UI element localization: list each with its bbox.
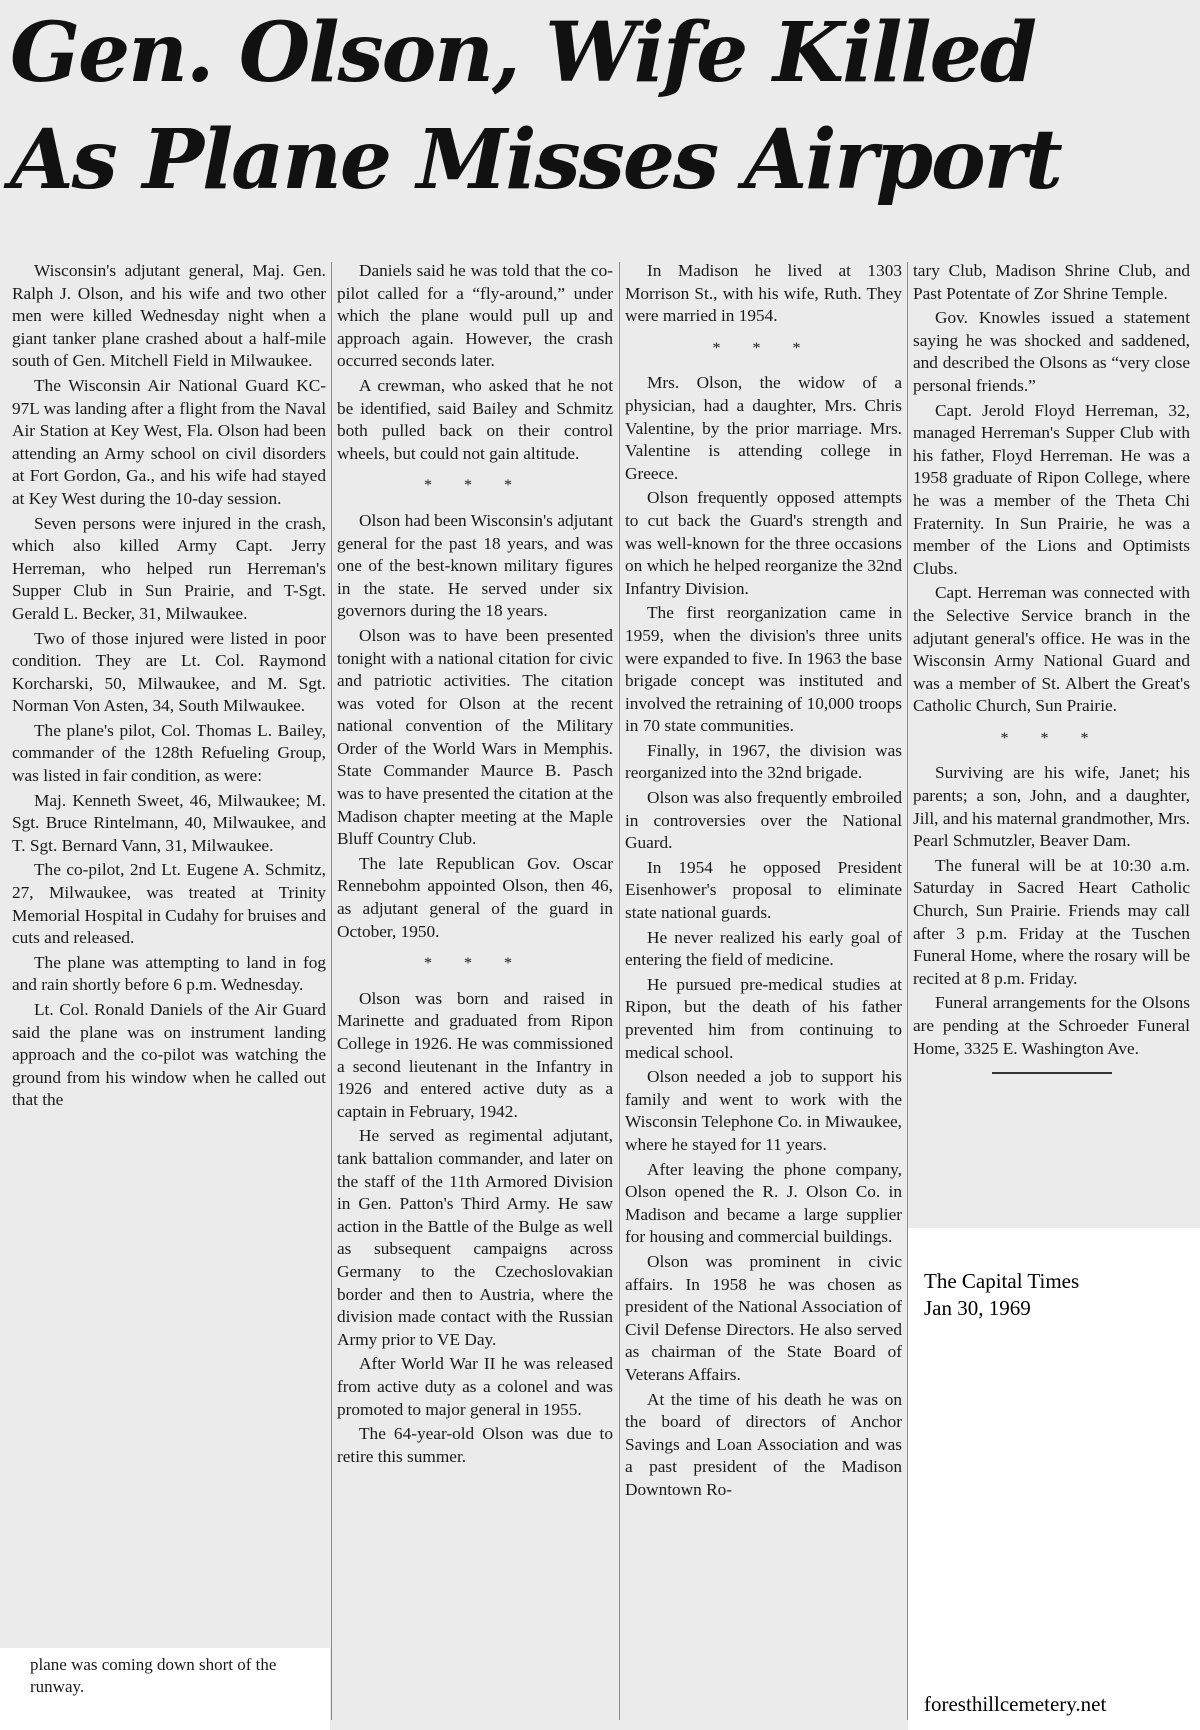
paragraph: The Wisconsin Air National Guard KC-97L was landing after a flight from the Naval Air Station at Key West, Fla. Olson had been attending an Army school on civil disorders at Fort Gordon, Ga., and his wife had stayed at Key West during the 10-day session. [12,375,326,508]
paragraph: The late Republican Gov. Oscar Rennebohm appointed Olson, then 46, as adjutant general of the guard in October, 1950. [337,853,613,941]
paragraph: The first reorganization came in 1959, when the division's three units were expanded to five. In 1963 the base brigade concept was instituted and involved the retraining of 10,000 troops in 70 state communities. [625,603,902,736]
headline [10,0,1190,214]
column-rule [331,262,332,1720]
paragraph: Capt. Herreman was connected with the Selective Service branch in the adjutant general's office. He was in the Wisconsin Army National Guard and was a member of St. Albert the Great's Catholic Church, Sun Prairie. [913,583,1190,716]
paragraph: At the time of his death he was on the board of directors of Anchor Savings and Loan Association and was a past president of the Madison Downtown Ro- [625,1389,902,1499]
paragraph: The plane's pilot, Col. Thomas L. Bailey, commander of the 128th Refueling Group, was listed in fair condition, as were: [12,720,326,786]
paragraph: Finally, in 1967, the division was reorganized into the 32nd brigade. [625,740,902,783]
paragraph: The 64-year-old Olson was due to retire this summer. [337,1424,613,1466]
section-separator: * * * [424,955,526,973]
section-separator: * * * [1000,729,1103,747]
paragraph: The plane was attempting to land in fog and rain shortly before 6 p.m. Wednesday. [12,952,326,995]
paragraph: Olson frequently opposed attempts to cut back the Guard's strength and was well-known for the three occasions on which he helped reorganize the 32nd Infantry Division. [625,488,902,598]
paragraph: He pursued pre-medical studies at Ripon, but the death of his father prevented him from continuing to medical school. [625,974,902,1062]
headline-line-2: As Plane Misses Airport [10,112,1061,208]
paragraph: Olson was to have been presented tonight with a national citation for civic and patriotic activities. The citation was voted for Olson at the recent national convention of the Military Order of the World Wars in Memphis. State Commander Maurce B. Pasch was to have presented the citation at the Madison chapter meeting at the Maple Bluff Country Club. [337,625,613,849]
paragraph: Lt. Col. Ronald Daniels of the Air Guard said the plane was on instrument landing approach and the co-pilot was watching the ground from his window when he called out that the [12,1000,326,1110]
paragraph: The funeral will be at 10:30 a.m. Saturday in Sacred Heart Catholic Church, Sun Prairie. Friends may call after 3 p.m. Friday at the Tuschen Funeral Home, where the rosary will be recited at 8 p.m. Friday. [913,855,1190,988]
paragraph: Seven persons were injured in the crash, which also killed Army Capt. Jerry Herreman, who helped run Herreman's Supper Club in Sun Prairie, and T-Sgt. Gerald L. Becker, 31, Milwaukee. [12,513,326,623]
paragraph: In Madison he lived at 1303 Morrison St., with his wife, Ruth. They were married in 1954. [625,261,902,326]
paragraph: The co-pilot, 2nd Lt. Eugene A. Schmitz, 27, Milwaukee, was treated at Trinity Memorial Hospital in Cudahy for bruises and cuts and released. [12,860,326,948]
paragraph: tary Club, Madison Shrine Club, and Past Potentate of Zor Shrine Temple. [913,261,1190,303]
footnote-strip [0,1648,330,1730]
paragraph: After leaving the phone company, Olson opened the R. J. Olson Co. in Madison and became a large supplier for housing and commercial buildings. [625,1159,902,1247]
paragraph: Maj. Kenneth Sweet, 46, Milwaukee; M. Sgt. Bruce Rintelmann, 40, Milwaukee, and T. Sgt. Bernard Vann, 31, Milwaukee. [12,790,326,855]
paragraph: After World War II he was released from active duty as a colonel and was promoted to major general in 1955. [337,1354,613,1419]
paragraph: Funeral arrangements for the Olsons are pending at the Schroeder Funeral Home, 3325 E. Washington Ave. [913,993,1190,1058]
paragraph: Olson had been Wisconsin's adjutant general for the past 18 years, and was one of the best-known military figures in the state. He served under six governors during the 18 years. [337,510,613,621]
publication-name: The Capital Times [924,1269,1080,1293]
paragraph: Olson was prominent in civic affairs. In 1958 he was chosen as president of the National Association of Civil Defense Directors. He also served as chairman of the State Board of Veterans Affairs. [625,1251,902,1384]
paragraph: He never realized his early goal of entering the field of medicine. [625,927,902,970]
paragraph: Gov. Knowles issued a statement saying he was shocked and saddened, and described the Olsons as “very close personal friends.” [913,308,1190,395]
paragraph: He served as regimental adjutant, tank battalion commander, and later on the staff of the 11th Armored Division in Gen. Patton's Third Army. He saw action in the Battle of the Bulge as well as subsequent campaigns across Germany to the Czechoslovakian border and then to Austria, where the division made contact with the Russian Army prior to VE Day. [337,1126,613,1349]
paragraph: Surviving are his wife, Janet; his parents; a son, John, and a daughter, Jill, and his maternal grandmother, Mrs. Pearl Schmutzler, Beaver Dam. [913,763,1190,851]
paragraph: In 1954 he opposed President Eisenhower's proposal to eliminate state national guards. [625,857,902,923]
paragraph: A crewman, who asked that he not be identified, said Bailey and Schmitz both pulled back on their control wheels, but could not gain altitude. [337,375,613,463]
paragraph: Capt. Jerold Floyd Herreman, 32, managed Herreman's Supper Club with his father, Floyd Herreman. He was a 1958 graduate of Ripon College, where he was a member of the Theta Chi Fraternity. In Sun Prairie, he was a member of the Lions and Optimists Clubs. [913,400,1190,578]
website-credit: foresthillcemetery.net [924,1692,1107,1716]
headline-line-1: Gen. Olson, Wife Killed [10,5,1036,101]
end-rule [992,1072,1112,1074]
paragraph: Olson needed a job to support his family and went to work with the Wisconsin Telephone Co. in Miwaukee, where he stayed for 11 years. [625,1067,902,1154]
paragraph: Wisconsin's adjutant general, Maj. Gen. Ralph J. Olson, and his wife and two other men were killed Wednesday night when a giant tanker plane crashed about a half-mile south of Gen. Mitchell Field in Milwaukee. [12,261,326,371]
paragraph-continuation: plane was coming down short of the runway. [30,1655,277,1696]
source-attribution [924,1268,1079,1322]
section-separator: * * * [712,339,815,357]
article-column-1 [12,260,326,1725]
column-rule [619,262,620,1720]
paragraph: Two of those injured were listed in poor condition. They are Lt. Col. Raymond Korcharski, 50, Milwaukee, and M. Sgt. Norman Von Asten, 34, South Milwaukee. [12,628,326,716]
paragraph: Olson was also frequently embroiled in controversies over the National Guard. [625,788,902,853]
paragraph: Mrs. Olson, the widow of a physician, had a daughter, Mrs. Chris Valentine, by the prior marriage. Mrs. Valentine is attending college in Greece. [625,373,902,483]
paragraph: Olson was born and raised in Marinette and graduated from Ripon College in 1926. He was commissioned a second lieutenant in the Infantry in 1926 and entered active duty as a captain in February, 1942. [337,988,613,1121]
article-column-3 [625,260,902,1725]
publication-date: Jan 30, 1969 [924,1296,1031,1320]
section-separator: * * * [424,477,526,495]
article-column-2 [337,260,613,1725]
paragraph: Daniels said he was told that the co-pilot called for a “fly-around,” under which the plane would pull up and approach again. However, the crash occurred seconds later. [337,261,613,371]
